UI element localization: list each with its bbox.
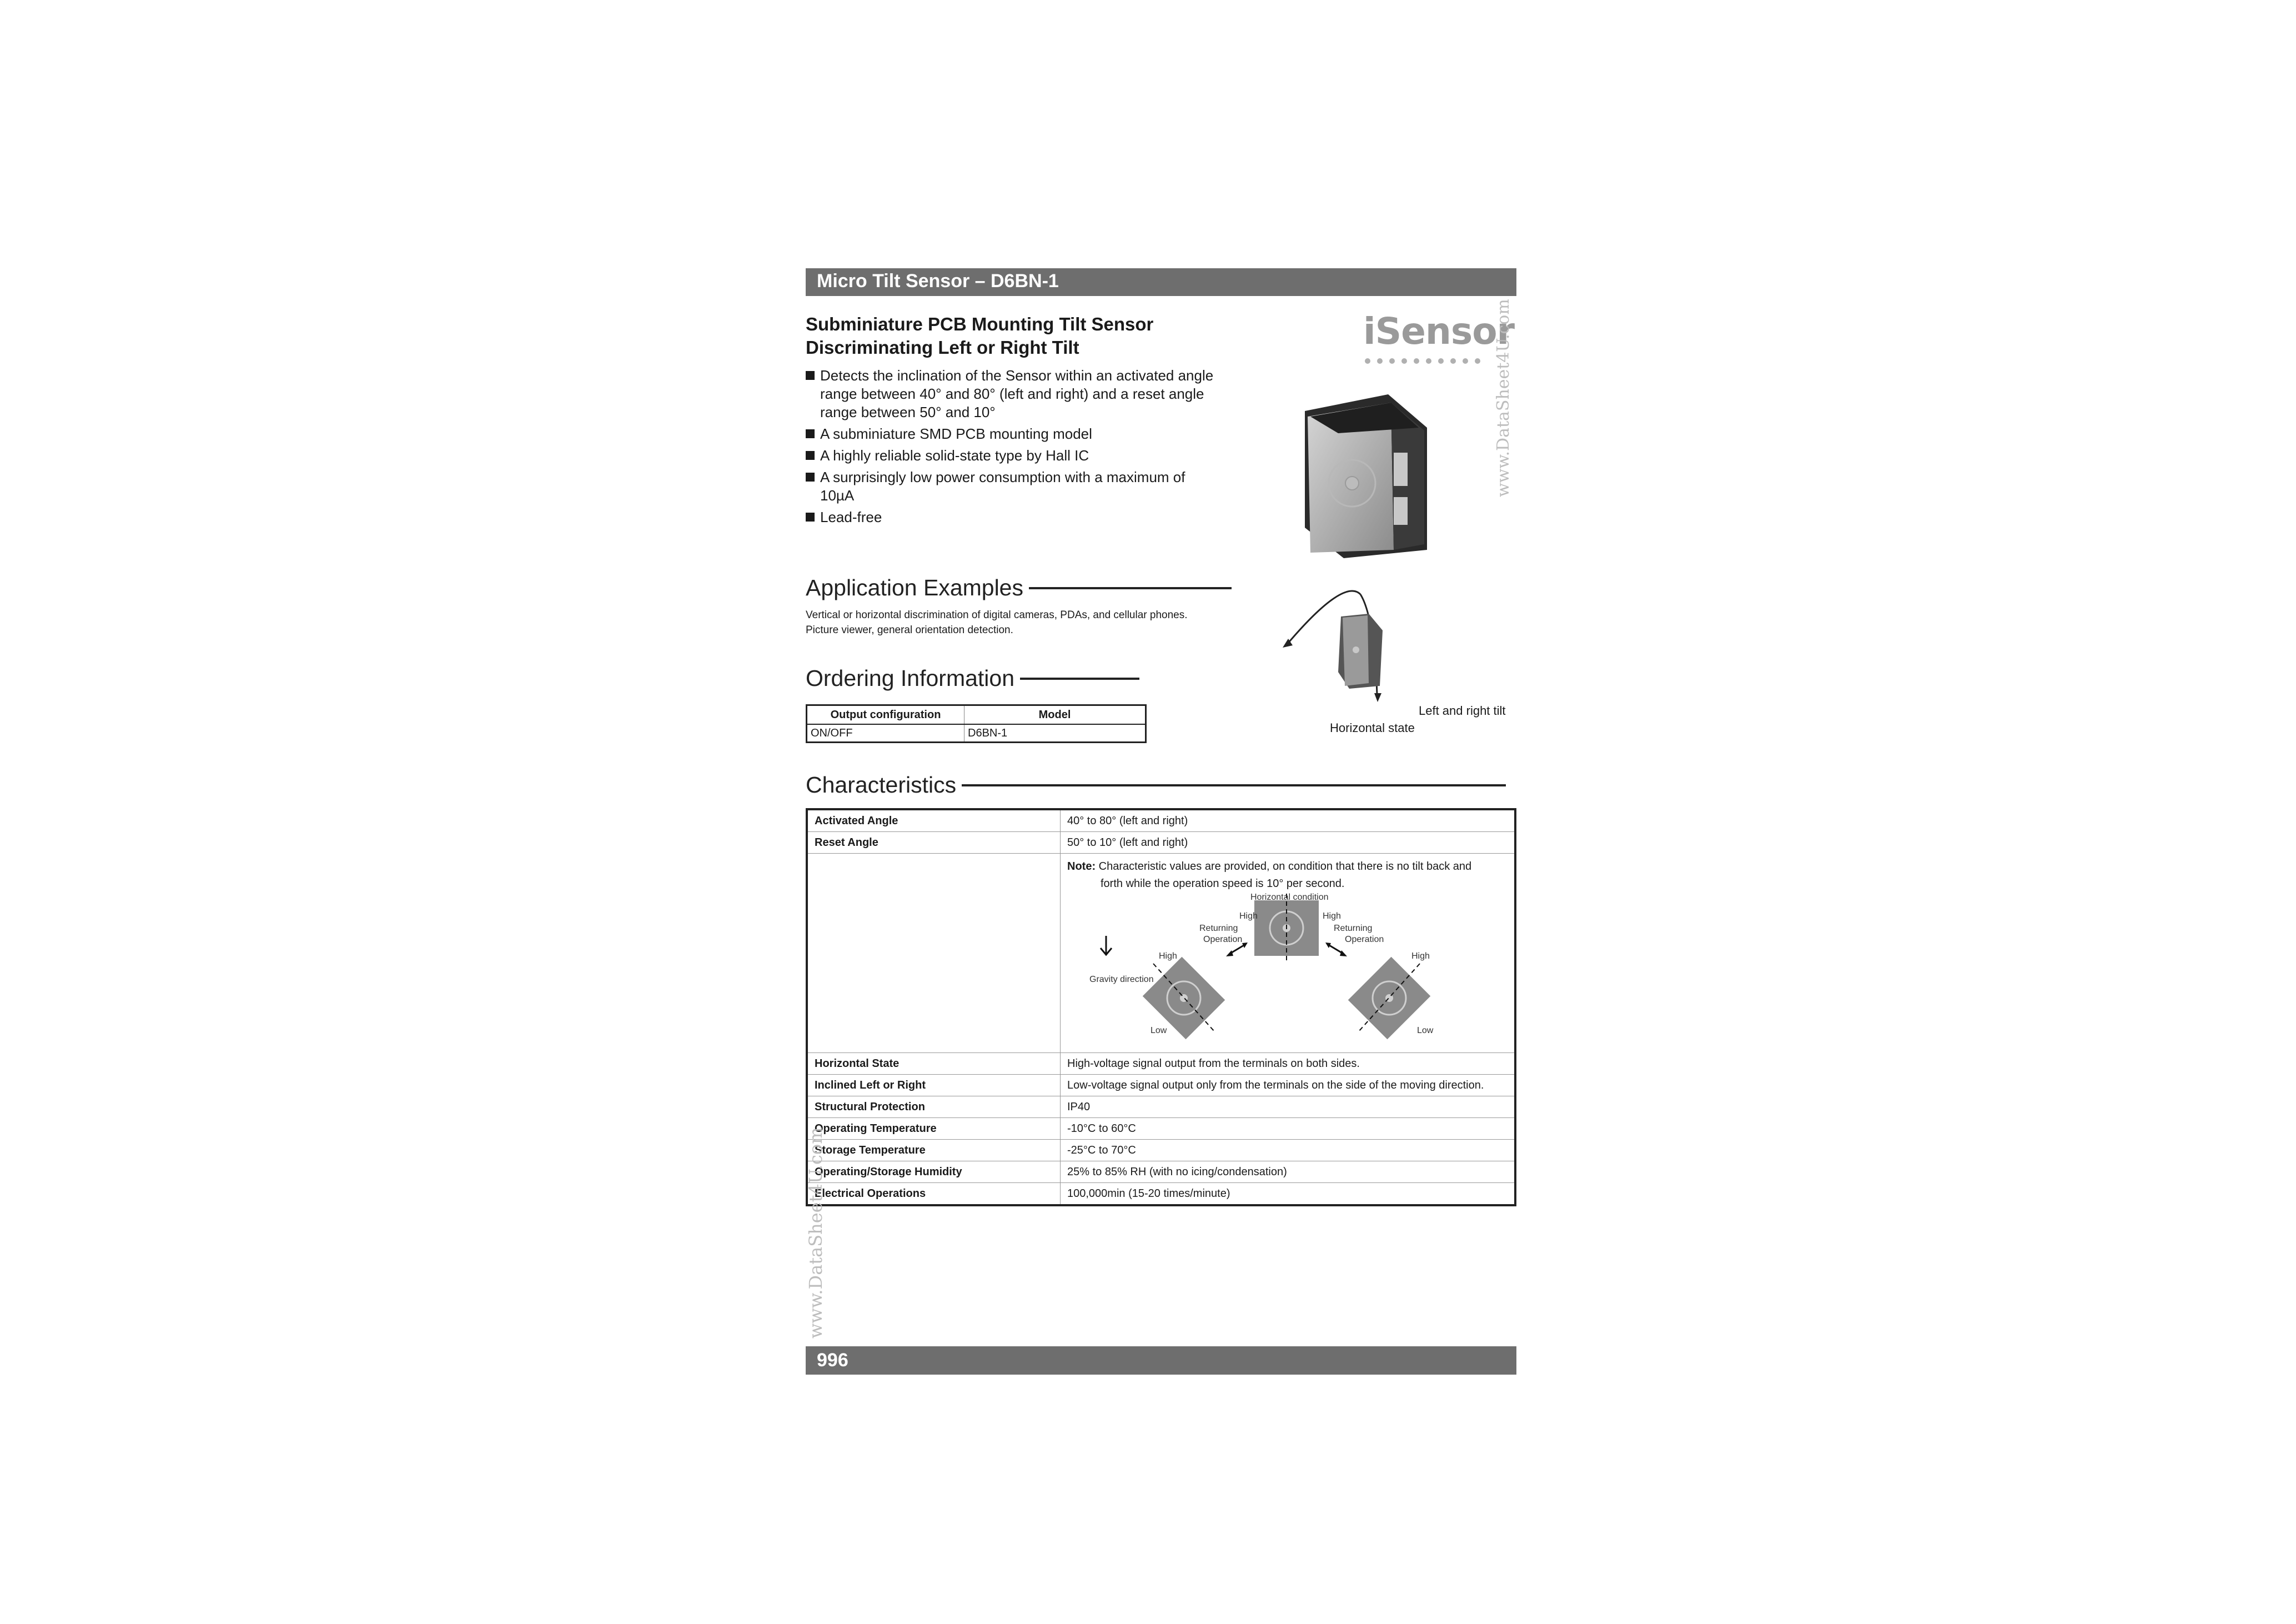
char-label: Inclined Left or Right <box>807 1075 1061 1096</box>
char-value: High-voltage signal output from the terminals on both sides. <box>1061 1053 1516 1075</box>
label-horizontal-state: Horizontal state <box>1330 721 1415 735</box>
watermark-right: www.DataSheet4U.com <box>1494 299 1513 497</box>
tilt-illustration <box>1283 583 1449 705</box>
table-row <box>807 1053 1515 1075</box>
char-label: Operating/Storage Humidity <box>807 1161 1061 1183</box>
table-row <box>807 809 1515 832</box>
ordering-col-output: Output configuration <box>807 705 964 725</box>
sensor-product-image <box>1299 389 1433 561</box>
application-line-2: Picture viewer, general orientation detection. <box>806 624 1013 636</box>
char-label: Reset Angle <box>807 832 1061 854</box>
char-label: Storage Temperature <box>807 1140 1061 1161</box>
note-text <box>1067 858 1508 893</box>
label-operation: Operation <box>1345 935 1384 944</box>
label-high: High <box>1411 951 1430 961</box>
isensor-logo <box>1363 310 1515 365</box>
feature-list <box>806 367 1217 530</box>
logo-dots-icon <box>1364 355 1503 367</box>
characteristics-heading: Characteristics <box>806 772 957 798</box>
table-row <box>807 832 1515 854</box>
char-label: Structural Protection <box>807 1096 1061 1118</box>
char-label: Activated Angle <box>807 809 1061 832</box>
subtitle-line-1: Subminiature PCB Mounting Tilt Sensor <box>806 314 1154 334</box>
label-low: Low <box>1417 1026 1434 1035</box>
table-row <box>807 1118 1515 1140</box>
char-label: Operating Temperature <box>807 1118 1061 1140</box>
char-value: 40° to 80° (left and right) <box>1061 809 1516 832</box>
table-row <box>807 1183 1515 1206</box>
label-left-right-tilt: Left and right tilt <box>1419 704 1506 718</box>
table-row-note <box>807 854 1515 1053</box>
label-high: High <box>1159 951 1177 961</box>
char-value: 50° to 10° (left and right) <box>1061 832 1516 854</box>
note-line-2: forth while the operation speed is 10° per second. <box>1101 878 1345 890</box>
table-row <box>807 724 1146 743</box>
table-row <box>807 1161 1515 1183</box>
label-gravity-direction: Gravity direction <box>1089 975 1154 984</box>
operation-diagram-graphic <box>1067 893 1506 1048</box>
application-text <box>806 608 1250 638</box>
char-value: IP40 <box>1061 1096 1516 1118</box>
feature-item: A highly reliable solid-state type by Hall IC <box>806 447 1217 465</box>
label-high: High <box>1323 911 1341 921</box>
ordering-heading: Ordering Information <box>806 665 1015 691</box>
ordering-col-model: Model <box>964 705 1146 725</box>
ordering-cell-output: ON/OFF <box>807 724 964 743</box>
product-subtitle <box>806 313 1153 359</box>
ordering-cell-model: D6BN-1 <box>964 724 1146 743</box>
char-value: 100,000min (15-20 times/minute) <box>1061 1183 1516 1206</box>
section-ordering-information <box>806 665 1139 691</box>
ordering-table <box>806 704 1147 743</box>
characteristics-table <box>806 808 1516 1206</box>
feature-item: Lead-free <box>806 508 1217 527</box>
label-high: High <box>1239 911 1258 921</box>
note-line-1: Characteristic values are provided, on condition that there is no tilt back and <box>1098 860 1472 873</box>
ordering-header-row <box>807 705 1146 725</box>
note-label: Note: <box>1067 860 1096 873</box>
watermark-left: www.DataSheet4U.com <box>805 1127 826 1339</box>
feature-item: A subminiature SMD PCB mounting model <box>806 425 1217 443</box>
page-title: Micro Tilt Sensor – D6BN-1 <box>817 270 1059 292</box>
char-value: Low-voltage signal output only from the terminals on the side of the moving direction. <box>1061 1075 1516 1096</box>
label-returning: Returning <box>1334 924 1373 933</box>
section-application-examples <box>806 575 1232 601</box>
section-characteristics <box>806 772 1506 798</box>
char-value: -25°C to 70°C <box>1061 1140 1516 1161</box>
page-number: 996 <box>817 1350 848 1371</box>
table-row <box>807 1096 1515 1118</box>
char-value: -10°C to 60°C <box>1061 1118 1516 1140</box>
operation-diagram <box>1067 893 1506 1048</box>
label-operation: Operation <box>1203 935 1243 944</box>
application-line-1: Vertical or horizontal discrimination of digital cameras, PDAs, and cellular phones. <box>806 609 1188 621</box>
application-heading: Application Examples <box>806 575 1023 600</box>
label-low: Low <box>1150 1026 1167 1035</box>
footer-band <box>806 1346 1516 1375</box>
table-row <box>807 1075 1515 1096</box>
isensor-logo-text: iSensor <box>1363 310 1515 353</box>
feature-item: A surprisingly low power consumption with a maximum of 10µA <box>806 468 1217 505</box>
char-note-cell <box>1061 854 1516 1053</box>
subtitle-line-2: Discriminating Left or Right Tilt <box>806 337 1079 358</box>
table-row <box>807 1140 1515 1161</box>
title-band <box>806 268 1516 296</box>
char-label: Horizontal State <box>807 1053 1061 1075</box>
feature-item: Detects the inclination of the Sensor within an activated angle range between 40° and 80° (left and right) and a reset angle range between 50° and 10° <box>806 367 1217 422</box>
char-label: Electrical Operations <box>807 1183 1061 1206</box>
char-label-empty <box>807 854 1061 1053</box>
label-returning: Returning <box>1199 924 1238 933</box>
label-horizontal-condition: Horizontal condition <box>1250 893 1329 902</box>
char-value: 25% to 85% RH (with no icing/condensation) <box>1061 1161 1516 1183</box>
